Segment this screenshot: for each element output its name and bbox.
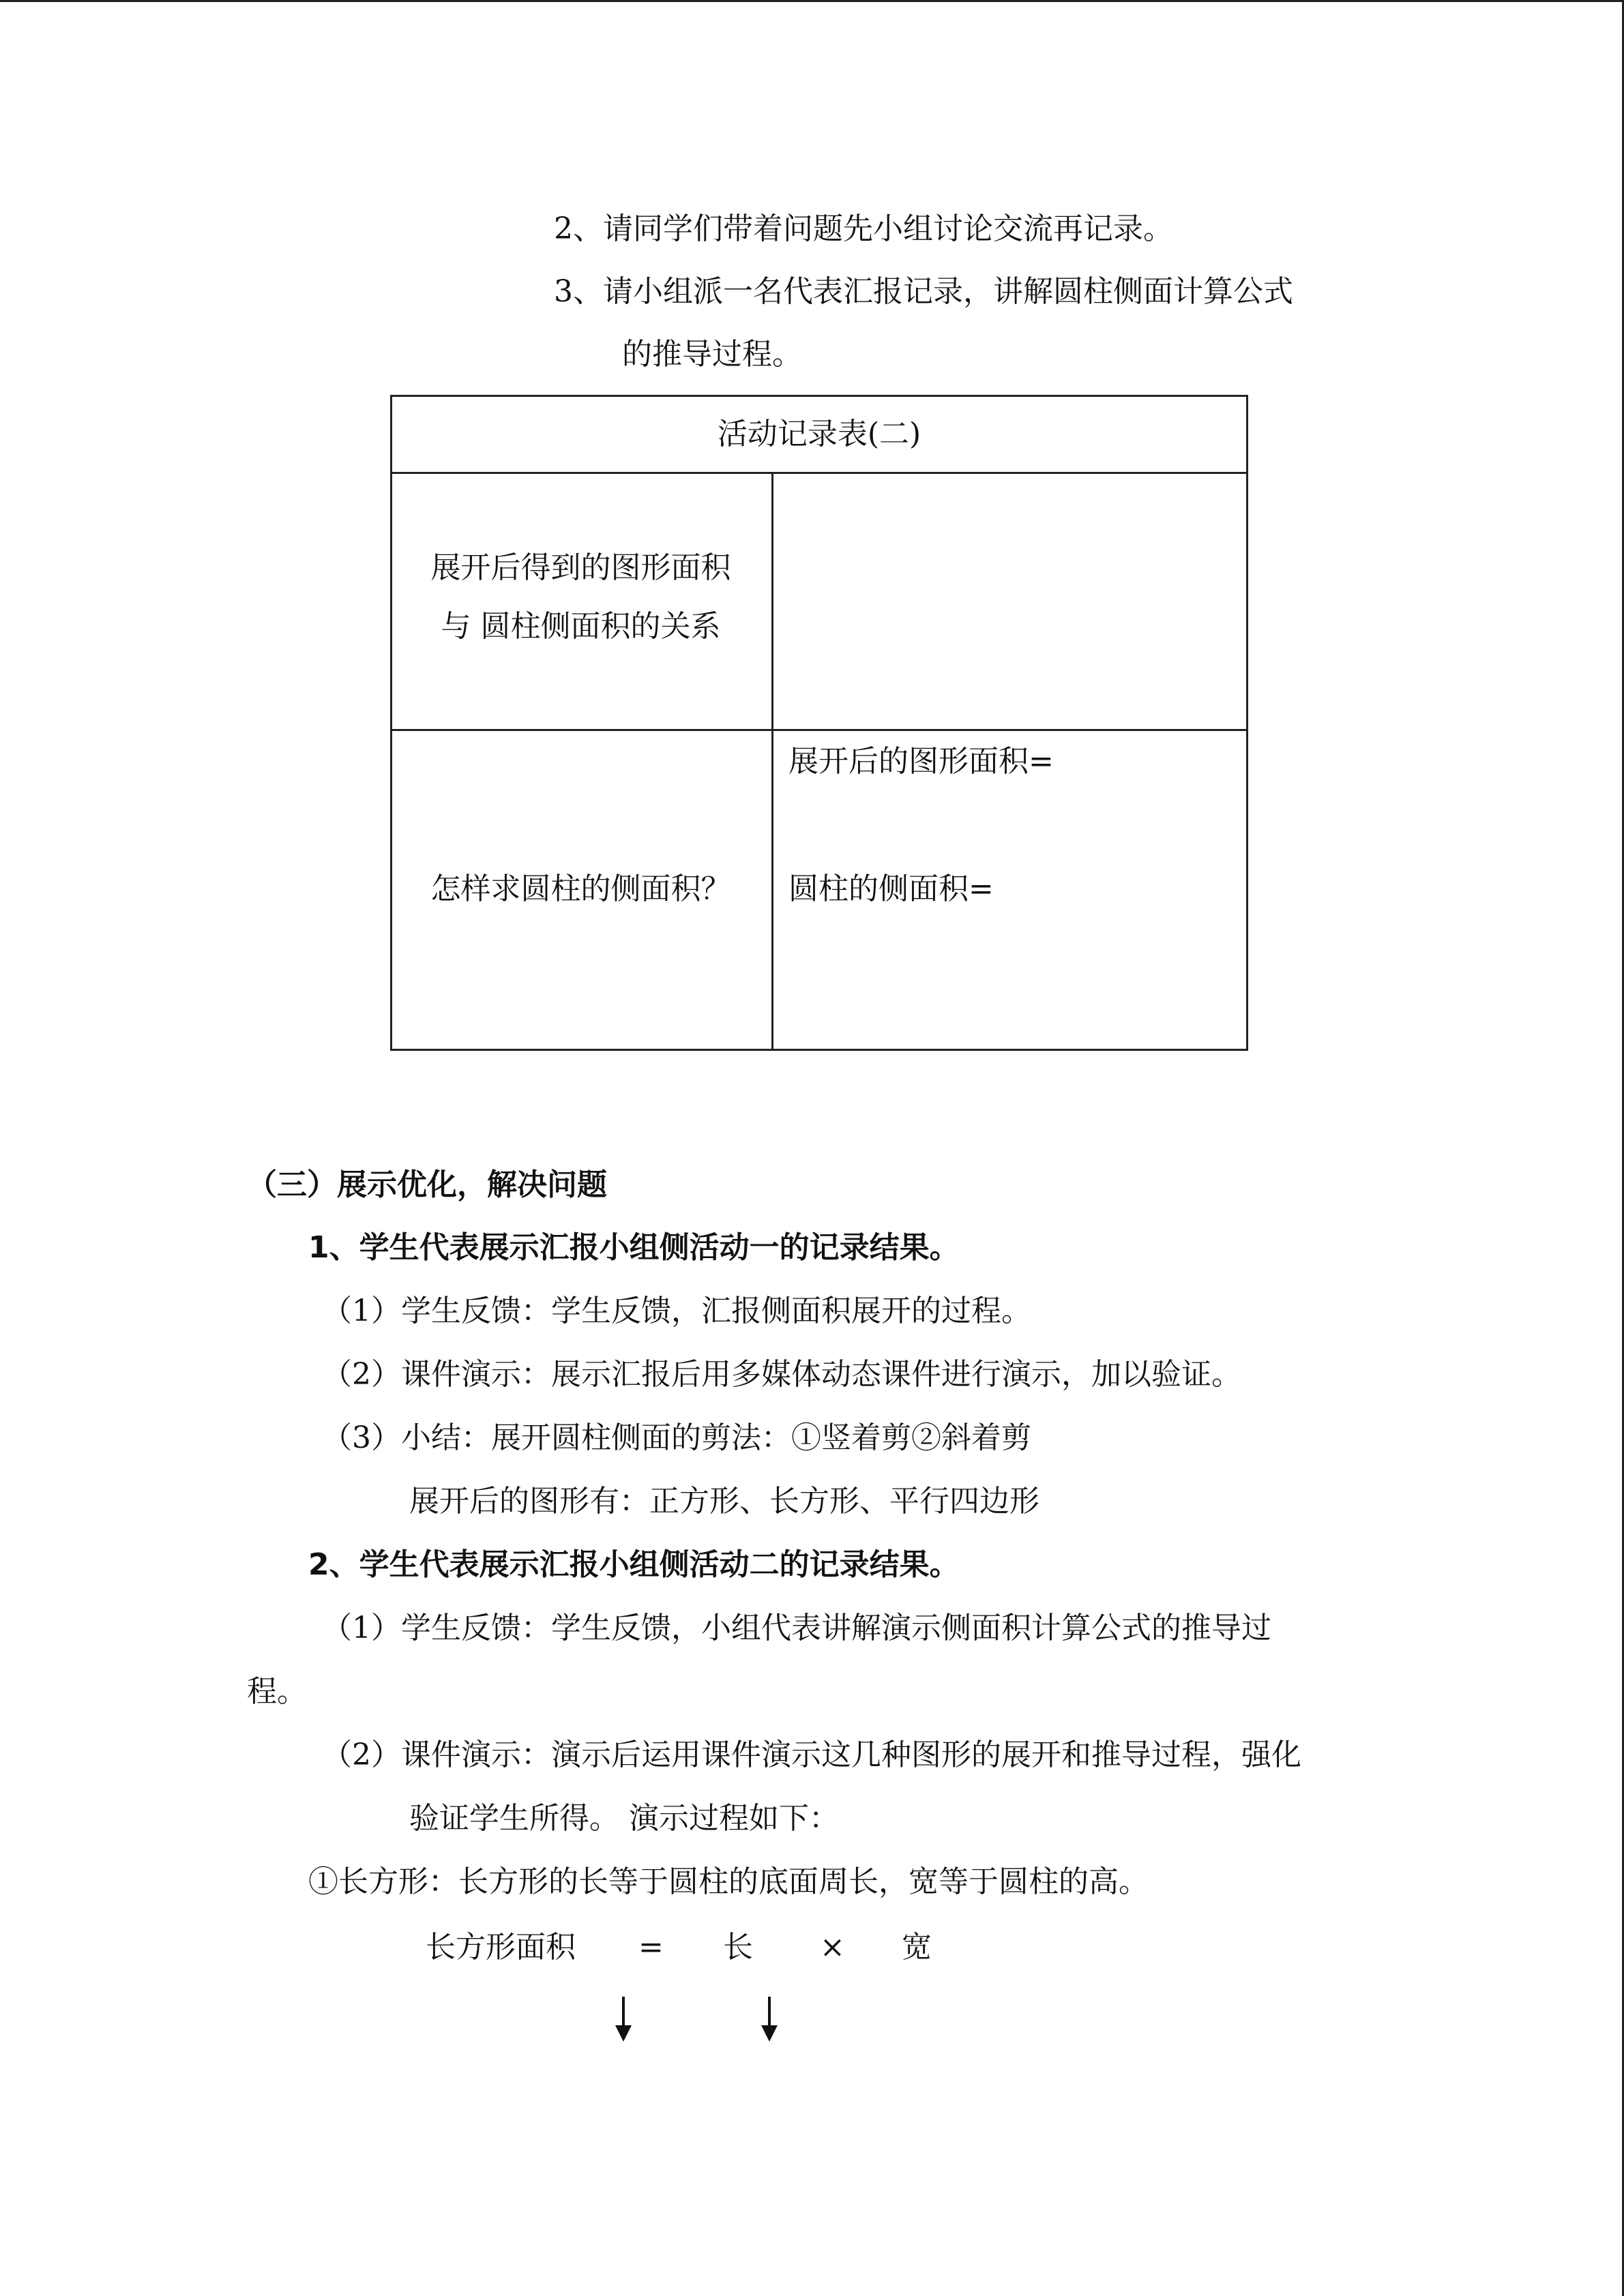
table-border-top: [390, 395, 1248, 397]
section-heading: （三）展示优化，解决问题: [247, 1167, 607, 1202]
down-arrow-shaft-1: [622, 1997, 625, 2027]
item1-paragraph-2: （2）课件演示：展示汇报后用多媒体动态课件进行演示，加以验证。: [322, 1357, 1241, 1392]
equation-equals: =: [638, 1930, 664, 1965]
item1-paragraph-1: （1）学生反馈：学生反馈，汇报侧面积展开的过程。: [322, 1294, 1031, 1328]
equation-times: ×: [820, 1930, 845, 1965]
page-border-top: [0, 0, 1624, 2]
equation-term-length: 长: [723, 1930, 753, 1965]
intro-line-3-continued: 的推导过程。: [622, 337, 802, 372]
row2-value-line1: 展开后的图形面积=: [788, 744, 1054, 779]
item2-paragraph-1: （1）学生反馈：学生反馈，小组代表讲解演示侧面积计算公式的推导过: [322, 1611, 1271, 1645]
equation-term-width: 宽: [902, 1930, 932, 1965]
item1-paragraph-3: （3）小结：展开圆柱侧面的剪法：①竖着剪②斜着剪: [322, 1420, 1031, 1455]
table-divider-column: [771, 472, 773, 1051]
activity-record-table: [390, 395, 1248, 1051]
table-divider-row: [390, 729, 1248, 731]
item1-title: 1、学生代表展示汇报小组侧活动一的记录结果。: [308, 1230, 960, 1265]
down-arrow-icon: [761, 2025, 778, 2042]
equation-lhs: 长方形面积: [426, 1930, 576, 1965]
item2-paragraph-3: ①长方形：长方形的长等于圆柱的底面周长，宽等于圆柱的高。: [308, 1864, 1149, 1899]
intro-line-2: 2、请同学们带着问题先小组讨论交流再记录。: [554, 211, 1173, 246]
down-arrow-shaft-2: [768, 1997, 771, 2027]
row1-label-line1: 展开后得到的图形面积: [430, 550, 731, 585]
down-arrow-icon: [615, 2025, 632, 2042]
row1-label-line2: 与 圆柱侧面积的关系: [441, 609, 721, 644]
item1-paragraph-3-continued: 展开后的图形有：正方形、长方形、平行四边形: [409, 1484, 1039, 1519]
table-divider-header: [390, 472, 1248, 474]
item2-paragraph-2: （2）课件演示：演示后运用课件演示这几种图形的展开和推导过程，强化: [322, 1738, 1301, 1772]
row2-label: 怎样求圆柱的侧面积？: [430, 871, 731, 906]
item2-paragraph-2-continued: 验证学生所得。 演示过程如下：: [409, 1801, 839, 1836]
table-title: 活动记录表(二): [717, 417, 921, 451]
item2-title: 2、学生代表展示汇报小组侧活动二的记录结果。: [308, 1547, 960, 1582]
table-border-left: [390, 395, 392, 1051]
intro-line-3: 3、请小组派一名代表汇报记录，讲解圆柱侧面计算公式: [554, 274, 1293, 309]
item2-paragraph-1-continued: 程。: [247, 1674, 307, 1709]
table-border-right: [1246, 395, 1248, 1051]
table-border-bottom: [390, 1049, 1248, 1051]
row2-value-line2: 圆柱的侧面积=: [788, 871, 994, 906]
